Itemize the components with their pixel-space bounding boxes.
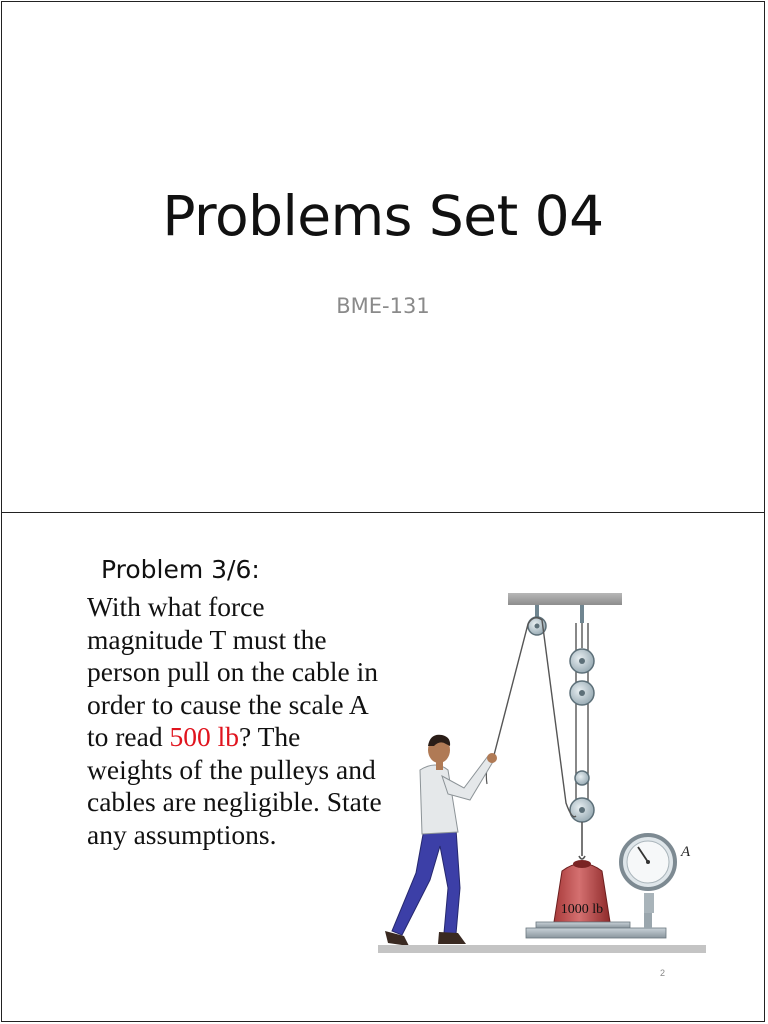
scale-dial xyxy=(621,835,691,913)
ceiling-beam xyxy=(508,593,622,605)
problem-highlight-value: 500 lb xyxy=(169,721,239,752)
right-pulley-stack xyxy=(570,605,594,859)
person-figure xyxy=(385,735,497,946)
problem-text-part1: With what force magnitude T must the person pull on the cable in order to cause the scale A to read xyxy=(87,591,378,752)
pulley-system-figure xyxy=(376,588,708,973)
slide-title-text: Problems Set 04 xyxy=(162,184,604,248)
floor xyxy=(378,945,706,953)
weight-block xyxy=(554,860,610,922)
scale-label: A xyxy=(681,844,691,860)
problem-text-part2: ? The weights of the pulleys and cables are negligible. State any assumptions. xyxy=(87,721,382,850)
slide-problem xyxy=(1,512,765,1022)
page-number: 2 xyxy=(660,968,666,978)
pull-cable xyxy=(493,618,576,817)
problem-heading: Problem 3/6: xyxy=(101,555,260,584)
slide-title xyxy=(1,1,765,513)
weight-label: 1000 lb xyxy=(560,902,604,917)
slide-subtitle-text: BME-131 xyxy=(336,294,430,318)
problem-statement xyxy=(87,591,387,851)
